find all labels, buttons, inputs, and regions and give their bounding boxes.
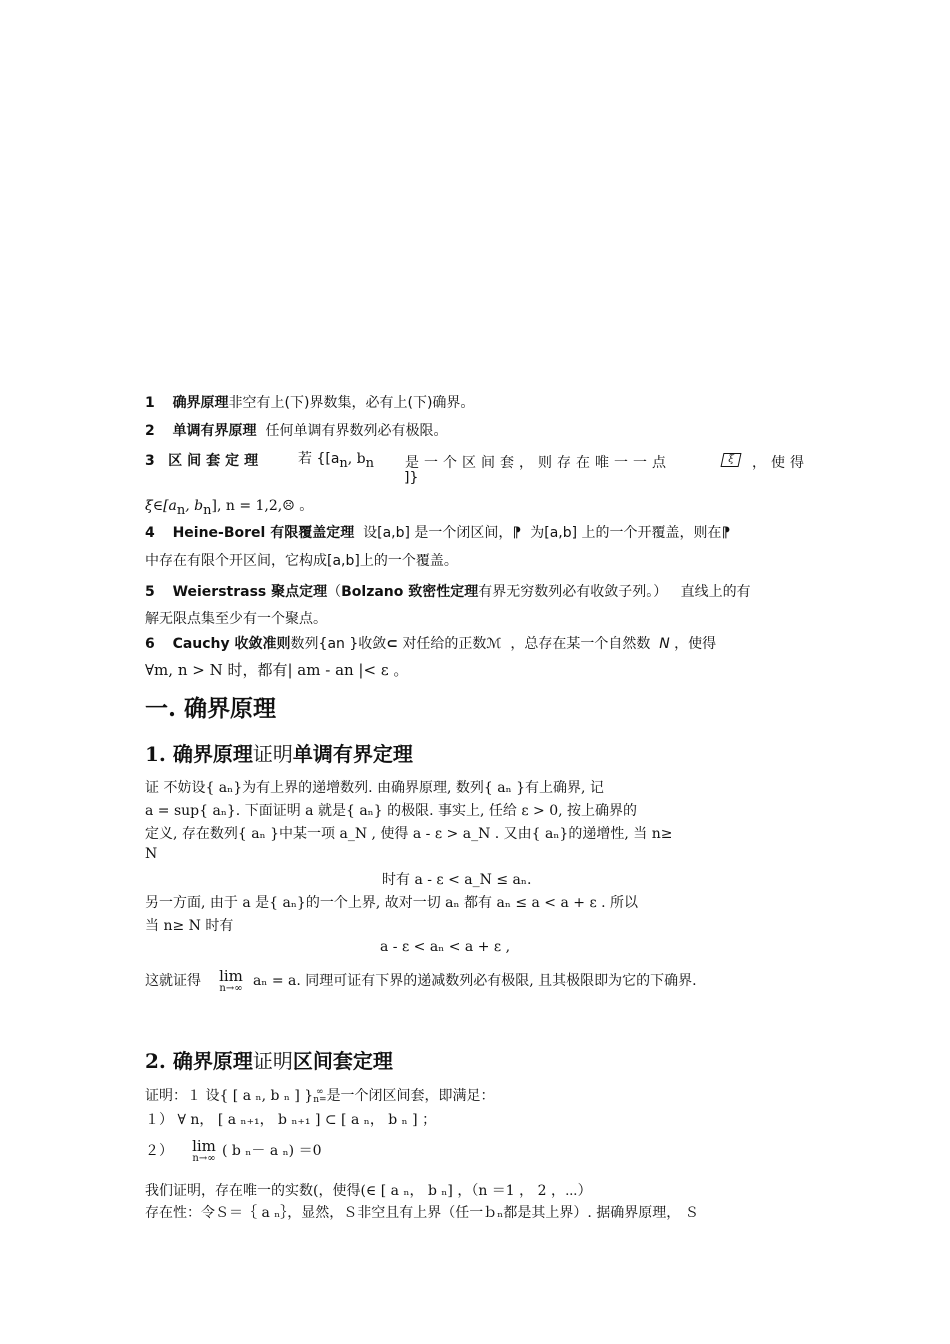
proof-1-line-2: a = sup{ aₙ}. 下面证明 a 就是{ aₙ} 的极限. 事实上, 任给 ε > 0, 按上确界的 [145, 803, 638, 819]
item-3 [145, 450, 263, 470]
item-2 [145, 420, 447, 440]
subsection-2-heading: 2. 确界原理证明区间套定理 [145, 1049, 393, 1073]
proof-2-line-2: １） ∀ n， [ a ₙ₊₁， b ₙ₊₁ ] ⊂ [ a ₙ， b ₙ ] ； [145, 1112, 437, 1128]
item-3-number: 3 [145, 453, 155, 469]
proof-1-line-3: 定义, 存在数列{ aₙ }中某一项 a_N , 使得 a - ε > a_N . 又由{ aₙ}的递增性, 当 n≥ [145, 826, 673, 842]
proof-2-line-3b: ( b ₙ－ a ₙ) ＝0 [222, 1143, 322, 1159]
proof-1-line-1: 证 不妨设{ aₙ}为有上界的递增数列. 由确界原理, 数列{ aₙ }有上确界, 记 [145, 780, 604, 796]
item-1-number: 1 [145, 395, 155, 411]
xi-box: ξ [722, 452, 740, 468]
item-5: 5 Weierstrass 聚点定理（Bolzano 致密性定理有界无穷数列必有收敛子列。） 直线上的有 [145, 584, 751, 600]
subsection-1-heading: 1. 确界原理证明单调有界定理 [145, 742, 413, 766]
item-3-text-e: ]} [404, 470, 419, 486]
item-4-title: Heine-Borel 有限覆盖定理 [172, 525, 355, 541]
item-5-title: Weierstrass 聚点定理 [172, 584, 328, 600]
item-2-number: 2 [145, 423, 155, 439]
item-6-title: Cauchy 收敛准则 [172, 636, 291, 652]
item-3-text-d: ，使得 [752, 455, 809, 471]
proof-1-line-4: N [145, 846, 158, 862]
item-5-number: 5 [145, 584, 155, 600]
proof-2-line-4: 我们证明，存在唯一的实数(，使得(∈ [ a ₙ， b ₙ] ，（n ＝1 ， 2 ，⋯） [145, 1183, 592, 1199]
limit-2: lim n→∞ [192, 1137, 216, 1164]
proof-1-line-9a: 这就证得 [145, 973, 201, 989]
item-3-title: 区间套定理 [168, 453, 264, 469]
limit-1: lim n→∞ [219, 967, 243, 994]
proof-1-line-8: a - ε < aₙ < a + ε , [380, 939, 511, 955]
proof-1-line-6: 另一方面, 由于 a 是{ aₙ}的一个上界, 故对一切 aₙ 都有 aₙ ≤ a < a + ε . 所以 [145, 895, 639, 911]
item-6-line2: ∀m, n > N 时，都有| am - an |< ε 。 [145, 661, 409, 679]
item-6: 6 Cauchy 收敛准则数列{an }收敛⊂ 对任给的正数ℳ ，总存在某一个自然数 N ，使得 [145, 636, 717, 652]
proof-1-line-9b: aₙ = a. 同理可证有下界的递减数列必有极限, 且其极限即为它的下确界. [253, 973, 697, 989]
item-2-title: 单调有界原理 [172, 423, 257, 439]
item-4: 4 Heine-Borel 有限覆盖定理 设[a,b] 是一个闭区间，⁋ 为[a,b] 上的一个开覆盖，则在⁋ [145, 525, 731, 541]
item-3-formula: 若 {[$a_n$, $b_n$ [298, 451, 375, 471]
item-1 [145, 392, 474, 412]
item-4-number: 4 [145, 525, 155, 541]
item-3-text-a: 若 {[a [298, 451, 340, 467]
proof-2-line-3a: ２） [145, 1143, 173, 1159]
proof-1-line-5: 时有 a - ε < a_N ≤ aₙ. [382, 872, 532, 888]
item-3-text-c: 是一个区间套，则存在唯一一点 [405, 455, 671, 471]
item-2-text: 任何单调有界数列必有极限。 [265, 423, 448, 439]
item-1-text: 非空有上(下)界数集，必有上(下)确界。 [228, 395, 475, 411]
section-1-heading: 一. 确界原理 [145, 695, 277, 722]
item-6-number: 6 [145, 636, 155, 652]
item-3-line2: $\xi\in[a_n$, $b_n$], n = 1,2,☹ 。 [145, 498, 314, 518]
item-5-title2: Bolzano 致密性定理 [341, 584, 479, 600]
proof-2-line-1: 证明：１ 设{ [ a ₙ, b ₙ ] } ∞ n= 是一个闭区间套，即满足： [145, 1087, 495, 1105]
item-5-line2: 解无限点集至少有一个聚点。 [145, 611, 327, 627]
item-4-line2: 中存在有限个开区间，它构成[a,b]上的一个覆盖。 [145, 553, 458, 569]
proof-2-line-5: 存在性：令Ｓ＝｛ a ₙ｝，显然，Ｓ非空且有上界（任一ｂₙ都是其上界）. 据确界原理， Ｓ [145, 1205, 699, 1221]
item-1-title: 确界原理 [172, 395, 229, 411]
proof-1-line-7: 当 n≥ N 时有 [145, 918, 234, 934]
